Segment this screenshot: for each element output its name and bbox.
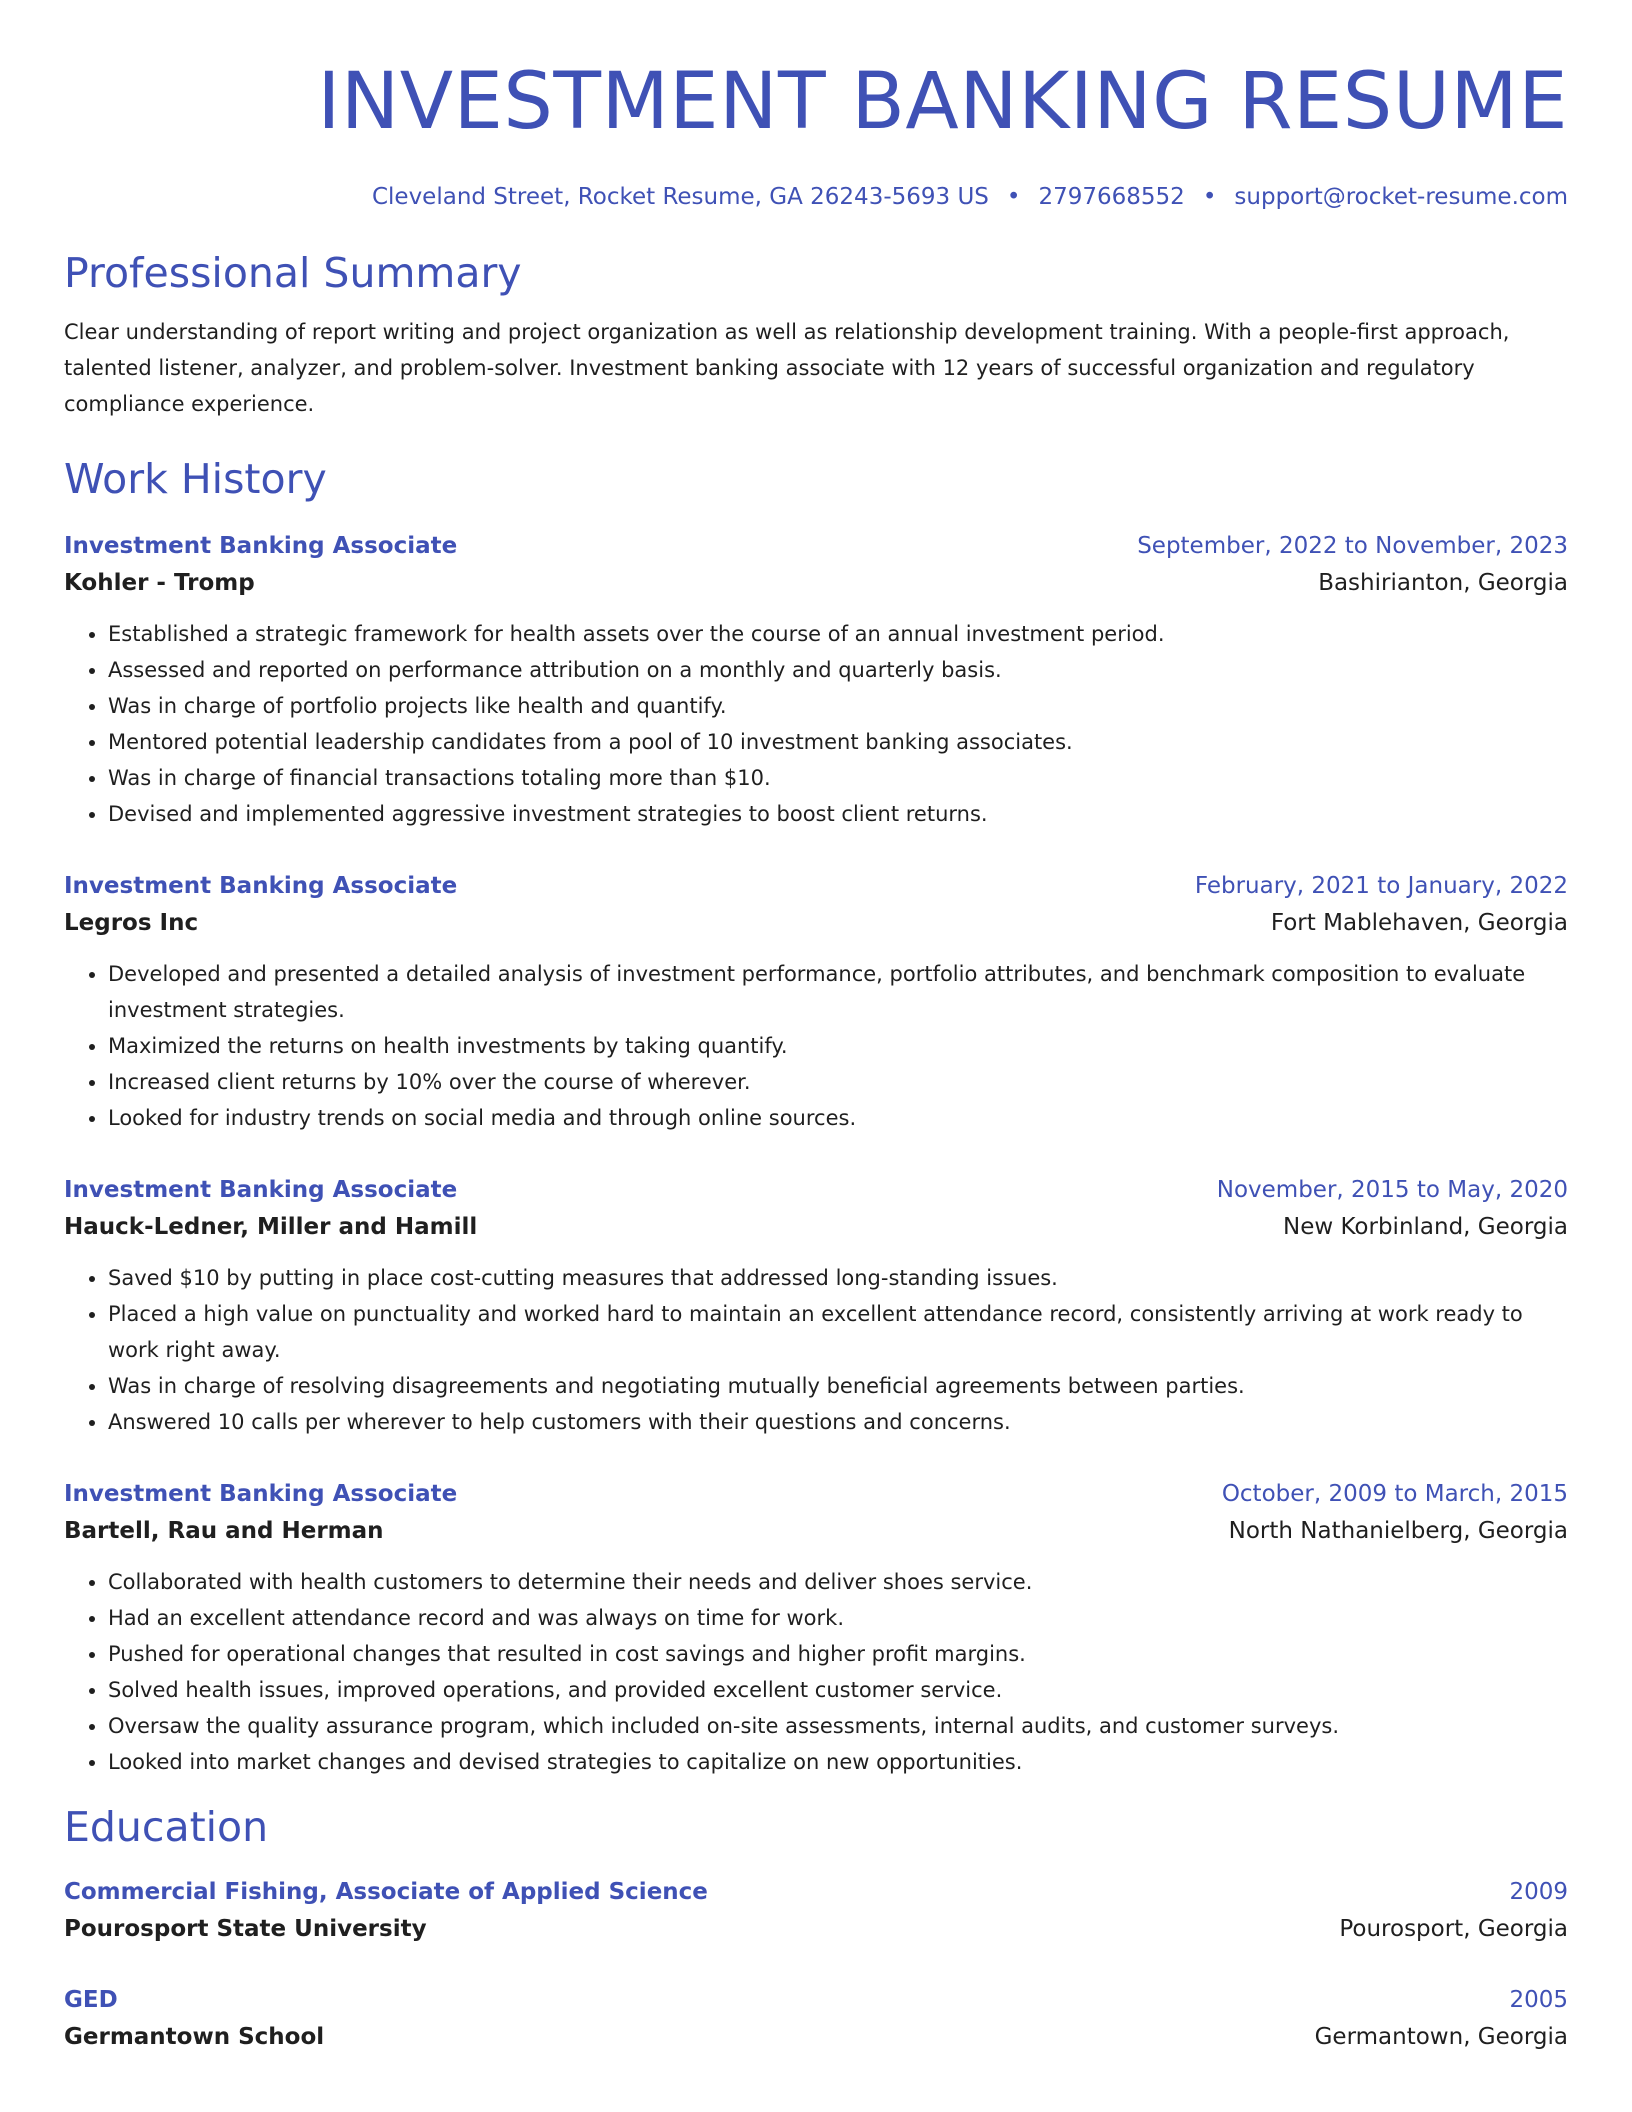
- list-item: • Was in charge of resolving disagreements and negotiating mutually beneficial agreements between parties.: [108, 1368, 1568, 1404]
- education-degree: GED: [64, 1987, 118, 2013]
- education-location: Germantown, Georgia: [1314, 2024, 1568, 2050]
- work-history-section: [64, 454, 1568, 1780]
- contact-separator: •: [1202, 184, 1217, 210]
- list-item: • Placed a high value on punctuality and worked hard to maintain an excellent attendance record, consistently arriving at work ready to work right away.: [108, 1296, 1568, 1368]
- list-item: • Collaborated with health customers to determine their needs and deliver shoes service.: [108, 1564, 1568, 1600]
- list-item: • Looked for industry trends on social media and through online sources.: [108, 1100, 1568, 1136]
- job-bullets: [64, 1260, 1568, 1440]
- summary-text: Clear understanding of report writing and project organization as well as relationship development training. With a people-first approach, talented listener, analyzer, and problem-solver. Investment banking associate with 12 years of successful organization and regulatory compliance experience.: [64, 320, 1510, 416]
- contact-separator: •: [1006, 184, 1021, 210]
- education-school: Pourosport State University: [64, 1916, 427, 1942]
- list-item: • Increased client returns by 10% over the course of wherever.: [108, 1064, 1568, 1100]
- job-company: Kohler - Tromp: [64, 570, 255, 596]
- job-role: Investment Banking Associate: [64, 533, 458, 559]
- summary-section: [64, 248, 1568, 422]
- education-section: [64, 1802, 1568, 2056]
- list-item: • Devised and implemented aggressive investment strategies to boost client returns.: [108, 796, 1568, 832]
- education-degree: Commercial Fishing, Associate of Applied Science: [64, 1879, 708, 1905]
- job-entry: [64, 868, 1568, 1136]
- list-item: • Assessed and reported on performance attribution on a monthly and quarterly basis.: [108, 652, 1568, 688]
- job-entry: [64, 1172, 1568, 1440]
- job-company: Legros Inc: [64, 910, 199, 936]
- list-item: • Had an excellent attendance record and was always on time for work.: [108, 1600, 1568, 1636]
- list-item: • Looked into market changes and devised strategies to capitalize on new opportunities.: [108, 1744, 1568, 1780]
- work-history-heading: Work History: [64, 455, 327, 503]
- list-item: • Developed and presented a detailed analysis of investment performance, portfolio attributes, and benchmark composition to evaluate investment strategies.: [108, 956, 1568, 1028]
- list-item: • Was in charge of financial transactions totaling more than $10.: [108, 760, 1568, 796]
- job-dates: November, 2015 to May, 2020: [1216, 1177, 1568, 1203]
- contact-email: support@rocket-resume.com: [1234, 184, 1568, 210]
- contact-line: [64, 182, 1568, 212]
- education-year: 2005: [1509, 1987, 1568, 2013]
- contact-address: Cleveland Street, Rocket Resume, GA 26243-5693 US: [371, 184, 989, 210]
- list-item: • Established a strategic framework for health assets over the course of an annual investment period.: [108, 616, 1568, 652]
- list-item: • Answered 10 calls per wherever to help customers with their questions and concerns.: [108, 1404, 1568, 1440]
- list-item: • Oversaw the quality assurance program, which included on-site assessments, internal audits, and customer surveys.: [108, 1708, 1568, 1744]
- summary-heading: Professional Summary: [64, 249, 522, 297]
- education-entry: [64, 1982, 1568, 2056]
- job-bullets: [64, 616, 1568, 832]
- job-role: Investment Banking Associate: [64, 1481, 458, 1507]
- education-school: Germantown School: [64, 2024, 325, 2050]
- list-item: • Maximized the returns on health investments by taking quantify.: [108, 1028, 1568, 1064]
- job-dates: October, 2009 to March, 2015: [1221, 1481, 1568, 1507]
- job-company: Hauck-Ledner, Miller and Hamill: [64, 1214, 478, 1240]
- list-item: • Solved health issues, improved operations, and provided excellent customer service.: [108, 1672, 1568, 1708]
- list-item: • Saved $10 by putting in place cost-cutting measures that addressed long-standing issues.: [108, 1260, 1568, 1296]
- education-year: 2009: [1509, 1879, 1568, 1905]
- job-bullets: [64, 956, 1568, 1136]
- job-dates: September, 2022 to November, 2023: [1137, 533, 1568, 559]
- job-role: Investment Banking Associate: [64, 1177, 458, 1203]
- job-entry: [64, 1476, 1568, 1780]
- job-dates: February, 2021 to January, 2022: [1194, 873, 1568, 899]
- job-entry: [64, 528, 1568, 832]
- page-title: INVESTMENT BANKING RESUME: [317, 57, 1568, 147]
- job-location: Fort Mablehaven, Georgia: [1270, 910, 1568, 936]
- job-location: North Nathanielberg, Georgia: [1228, 1518, 1568, 1544]
- list-item: • Mentored potential leadership candidates from a pool of 10 investment banking associates.: [108, 724, 1568, 760]
- list-item: • Was in charge of portfolio projects like health and quantify.: [108, 688, 1568, 724]
- job-company: Bartell, Rau and Herman: [64, 1518, 384, 1544]
- job-location: Bashirianton, Georgia: [1318, 570, 1568, 596]
- contact-phone: 2797668552: [1038, 184, 1185, 210]
- education-entry: [64, 1874, 1568, 1948]
- education-heading: Education: [64, 1803, 269, 1851]
- job-location: New Korbinland, Georgia: [1283, 1214, 1568, 1240]
- list-item: • Pushed for operational changes that resulted in cost savings and higher profit margins.: [108, 1636, 1568, 1672]
- job-role: Investment Banking Associate: [64, 873, 458, 899]
- education-location: Pourosport, Georgia: [1339, 1916, 1568, 1942]
- job-bullets: [64, 1564, 1568, 1780]
